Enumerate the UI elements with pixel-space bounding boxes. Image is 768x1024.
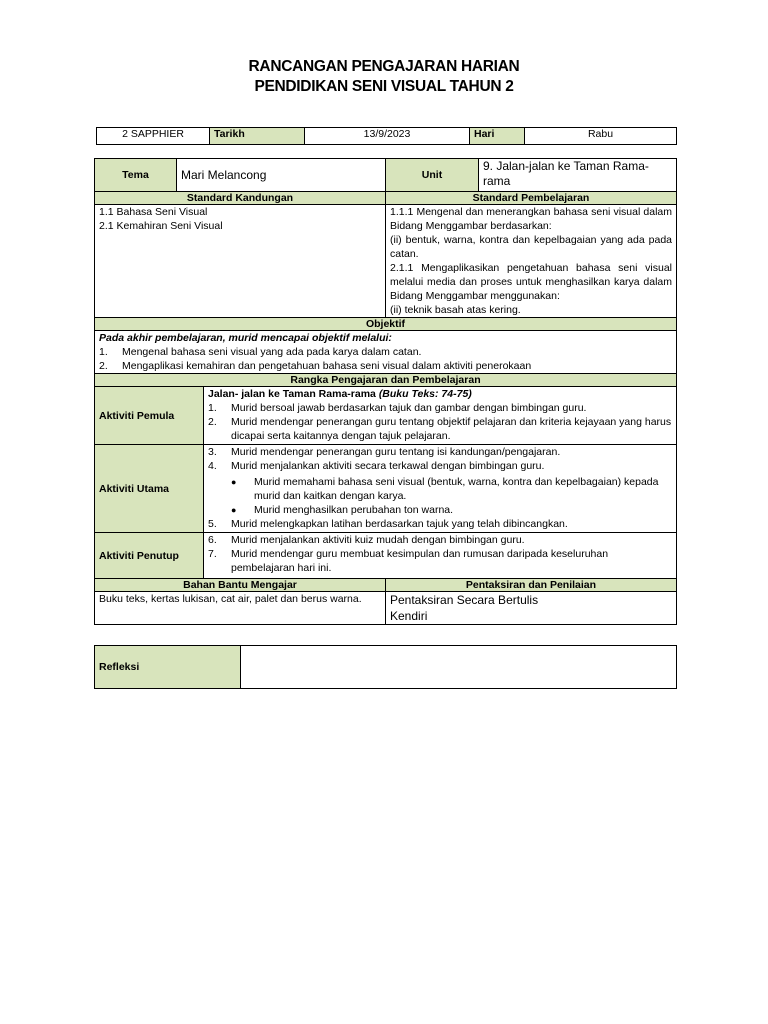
standard-pembelajaran-content — [386, 205, 677, 318]
page-title — [0, 57, 768, 97]
aktiviti-pemula-label: Aktiviti Pemula — [95, 387, 204, 445]
bbm-label: Bahan Bantu Mengajar — [95, 579, 386, 592]
utama-item: 3. Murid mendengar penerangan guru tentang isi kandungan/pengajaran. — [208, 446, 561, 458]
bullet-icon: ● — [231, 505, 237, 515]
objektif-content — [95, 331, 677, 374]
objektif-item: 2. Mengaplikasi kemahiran dan pengetahuan bahasa seni visual dalam aktiviti penerokaan — [99, 360, 532, 372]
aktiviti-utama-label: Aktiviti Utama — [95, 445, 204, 533]
utama-bullet: ● Murid memahami bahasa seni visual (bentuk, warna, kontra dan kepelbagaian) kepada murid dan kaitkan dengan karya. — [231, 476, 659, 502]
standard-kandungan-label: Standard Kandungan — [95, 192, 386, 205]
refleksi-table — [94, 645, 677, 689]
utama-bullet: ● Murid menghasilkan perubahan ton warna. — [231, 504, 454, 516]
pentaksiran-item: Pentaksiran Secara Bertulis — [390, 593, 539, 607]
pentaksiran-content — [386, 592, 677, 625]
class-name: 2 SAPPHIER — [97, 128, 210, 145]
refleksi-label: Refleksi — [95, 646, 241, 689]
bbm-content: Buku teks, kertas lukisan, cat air, palet dan berus warna. — [95, 592, 386, 625]
lesson-plan-table — [94, 158, 677, 625]
title-line-1: RANCANGAN PENGAJARAN HARIAN — [248, 58, 520, 75]
tema-label: Tema — [95, 159, 177, 192]
penutup-item: 6. Murid menjalankan aktiviti kuiz mudah dengan bimbingan guru. — [208, 534, 525, 546]
unit-value: 9. Jalan-jalan ke Taman Rama-rama — [479, 159, 677, 192]
refleksi-value[interactable] — [241, 646, 677, 689]
objektif-label: Objektif — [95, 318, 677, 331]
sp-item: 1.1.1 Mengenal dan menerangkan bahasa seni visual dalam Bidang Menggambar berdasarkan: — [390, 206, 672, 232]
bullet-icon: ● — [231, 477, 237, 487]
unit-label: Unit — [386, 159, 479, 192]
utama-item: 5. Murid melengkapkan latihan berdasarkan tajuk yang telah dibincangkan. — [208, 518, 568, 530]
date-value: 13/9/2023 — [305, 128, 470, 145]
date-label: Tarikh — [210, 128, 305, 145]
info-table — [96, 127, 677, 145]
sk-item: 1.1 Bahasa Seni Visual — [99, 206, 208, 218]
standard-pembelajaran-label: Standard Pembelajaran — [386, 192, 677, 205]
penutup-item: 7. Murid mendengar guru membuat kesimpulan dan rumusan daripada keseluruhan pembelajaran hari ini. — [208, 548, 609, 574]
aktiviti-utama-content — [204, 445, 677, 533]
rangka-label: Rangka Pengajaran dan Pembelajaran — [95, 374, 677, 387]
sp-item: 2.1.1 Mengaplikasikan pengetahuan bahasa seni visual melalui media dan proses untuk menghasilkan karya dalam Bidang Menggambar menggunakan: — [390, 262, 672, 302]
utama-item: 4. Murid menjalankan aktiviti secara terkawal dengan bimbingan guru. — [208, 460, 545, 472]
sk-item: 2.1 Kemahiran Seni Visual — [99, 220, 223, 232]
aktiviti-pemula-content — [204, 387, 677, 445]
sp-item: (ii) bentuk, warna, kontra dan kepelbagaian yang ada pada catan. — [390, 234, 672, 260]
standard-kandungan-content — [95, 205, 386, 318]
day-label: Hari — [470, 128, 525, 145]
objektif-intro: Pada akhir pembelajaran, murid mencapai objektif melalui: — [99, 332, 392, 344]
title-line-2: PENDIDIKAN SENI VISUAL TAHUN 2 — [254, 78, 514, 95]
pemula-item: 1. Murid bersoal jawab berdasarkan tajuk dan gambar dengan bimbingan guru. — [208, 402, 587, 414]
tema-value: Mari Melancong — [177, 159, 386, 192]
pentaksiran-label: Pentaksiran dan Penilaian — [386, 579, 677, 592]
pemula-heading: Jalan- jalan ke Taman Rama-rama (Buku Teks: 74-75) — [208, 388, 472, 400]
aktiviti-penutup-content — [204, 533, 677, 579]
objektif-item: 1. Mengenal bahasa seni visual yang ada pada karya dalam catan. — [99, 346, 422, 358]
aktiviti-penutup-label: Aktiviti Penutup — [95, 533, 204, 579]
pentaksiran-item: Kendiri — [390, 609, 428, 623]
day-value: Rabu — [525, 128, 677, 145]
pemula-item: 2. Murid mendengar penerangan guru tentang objektif pelajaran dan kriteria kejayaan yang harus dicapai serta kaitannya dengan tajuk pelajaran. — [208, 416, 672, 442]
sp-item: (ii) teknik basah atas kering. — [390, 304, 521, 316]
